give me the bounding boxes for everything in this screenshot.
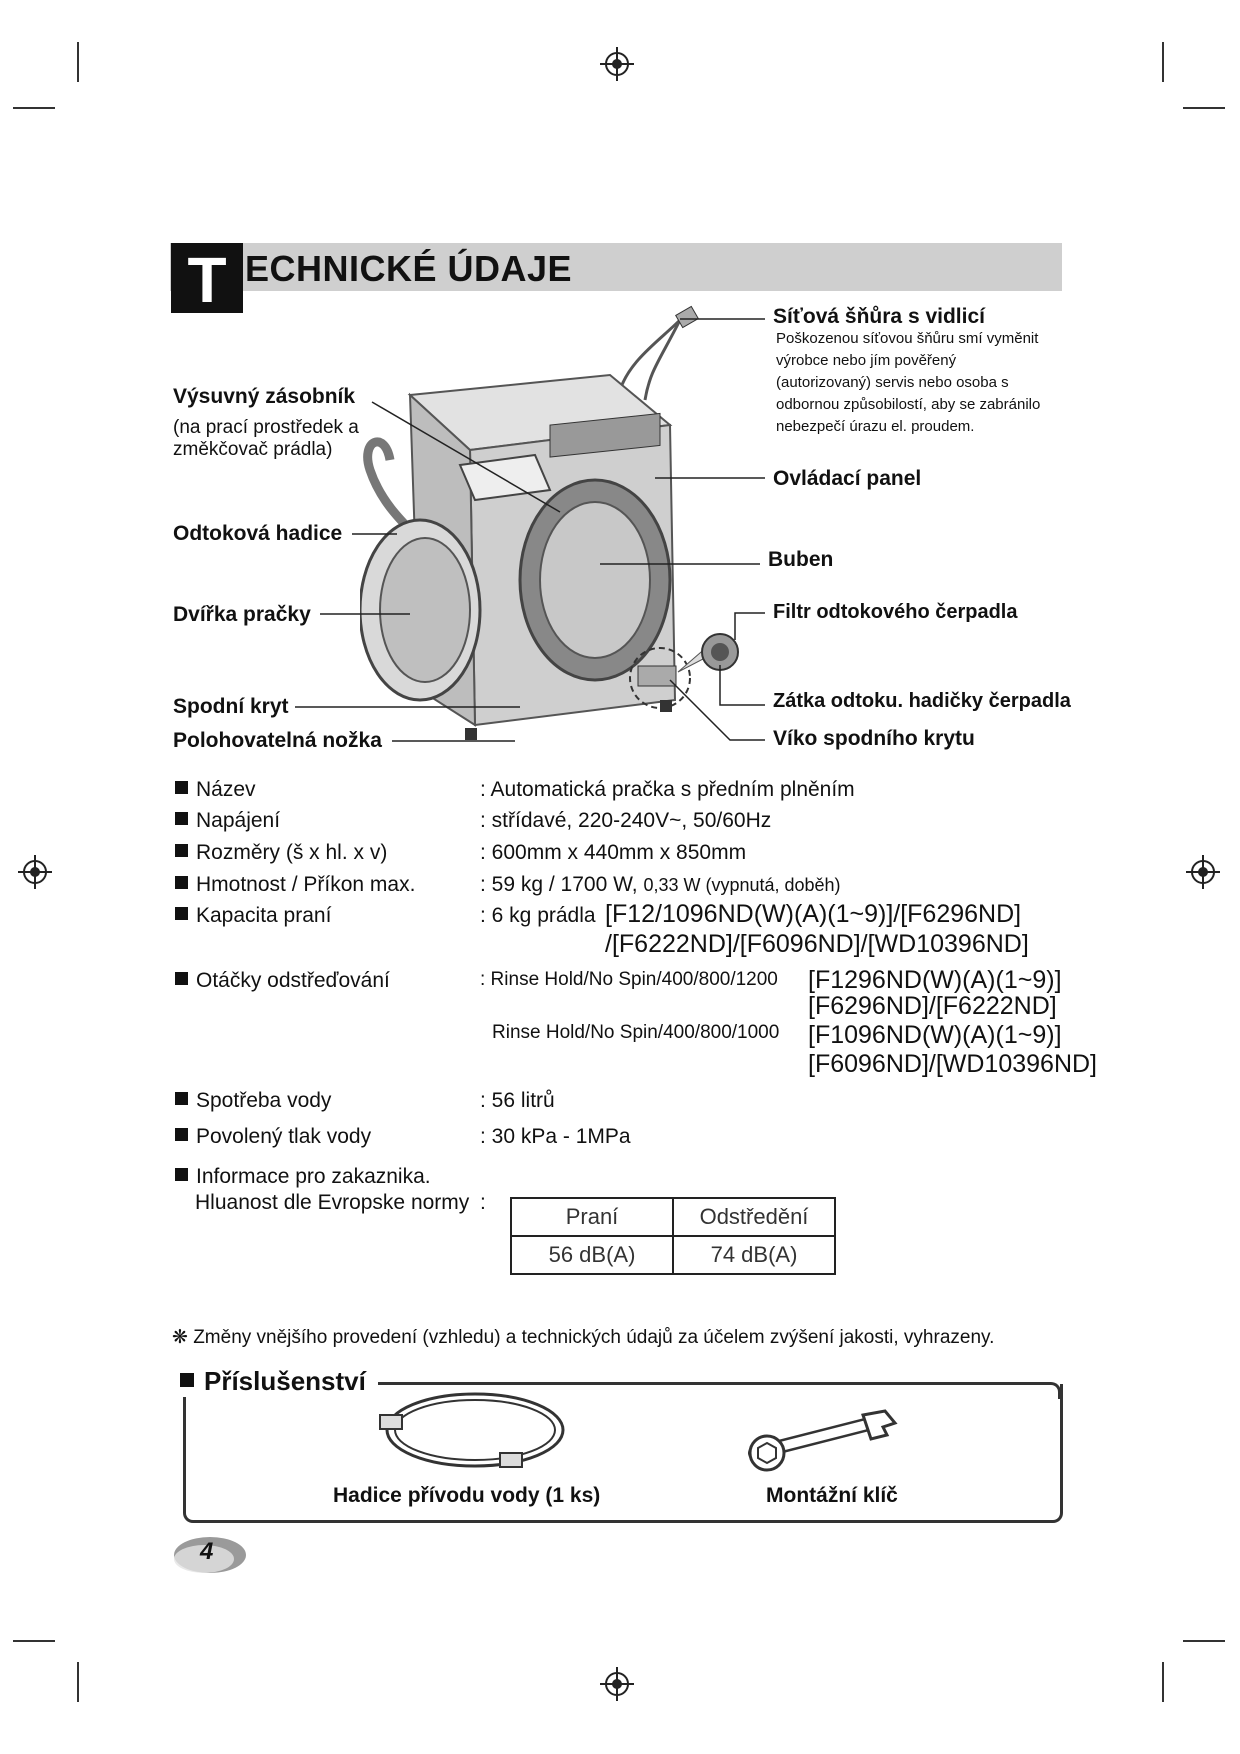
- crop-mark: [1162, 1662, 1164, 1702]
- table-row: [511, 1198, 835, 1236]
- spec-weight-value: : 59 kg / 1700 W, 0,33 W (vypnutá, doběh): [480, 873, 841, 896]
- inlet-hose-label: Hadice přívodu vody (1 ks): [333, 1484, 601, 1507]
- spec-pressure-key: Povolený tlak vody: [175, 1125, 371, 1149]
- table-row: [511, 1236, 835, 1274]
- door-label: Dvířka pračky: [173, 603, 311, 626]
- pump-filter-label: Filtr odtokového čerpadla: [773, 601, 1018, 623]
- wrench-icon: [745, 1405, 905, 1475]
- registration-mark-icon: [18, 855, 52, 889]
- accessories-box: [183, 1384, 1063, 1523]
- drain-plug-label: Zátka odtoku. hadičky čerpadla: [773, 690, 1071, 712]
- control-panel-label: Ovládací panel: [773, 467, 922, 490]
- page-title: ECHNICKÉ ÚDAJE: [245, 248, 573, 289]
- spec-dimensions-key: Rozměry (š x hl. x v): [175, 841, 387, 865]
- bottom-cover-label: Spodní kryt: [173, 695, 289, 718]
- crop-mark: [1183, 1640, 1225, 1642]
- spec-spin-key: Otáčky odstřeďování: [175, 969, 390, 993]
- drain-hose-label: Odtoková hadice: [173, 522, 343, 545]
- page-number: 4: [200, 1538, 214, 1565]
- spec-info-key-2: Hluanost dle Evropske normy: [195, 1191, 470, 1214]
- drawer-sub: (na prací prostředek a: [173, 417, 359, 438]
- spec-spin-value: : Rinse Hold/No Spin/400/800/1200: [480, 969, 778, 990]
- drum-label: Buben: [768, 548, 834, 571]
- header-initial: T: [171, 243, 243, 313]
- spin-models: [F6296ND]/[F6222ND]: [808, 992, 1057, 1020]
- spec-dimensions-value: : 600mm x 440mm x 850mm: [480, 841, 747, 864]
- inlet-hose-icon: [370, 1385, 570, 1477]
- crop-mark: [77, 1662, 79, 1702]
- table-cell: 74 dB(A): [673, 1236, 835, 1274]
- spin-models: [F6096ND]/[WD10396ND]: [808, 1050, 1098, 1078]
- power-cord-label: Síťová šňůra s vidlicí: [773, 305, 985, 328]
- crop-mark: [13, 1640, 55, 1642]
- footnote: ❋ Změny vnějšího provedení (vzhledu) a technických údajů za účelem zvýšení jakosti, vyhrazeny.: [172, 1327, 995, 1348]
- spec-weight-key: Hmotnost / Příkon max.: [175, 873, 415, 897]
- table-header: Praní: [511, 1198, 673, 1236]
- drawer-sub: změkčovač prádla): [173, 439, 333, 460]
- registration-mark-icon: [600, 1667, 634, 1701]
- spec-pressure-value: : 30 kPa - 1MPa: [480, 1125, 631, 1148]
- table-header: Odstředění: [673, 1198, 835, 1236]
- drawer-label: Výsuvný zásobník: [173, 385, 356, 408]
- spec-capacity-key: Kapacita praní: [175, 904, 331, 928]
- table-cell: 56 dB(A): [511, 1236, 673, 1274]
- spec-water-value: : 56 litrů: [480, 1089, 555, 1112]
- spin-models: [F1096ND(W)(A)(1~9)]: [808, 1021, 1062, 1049]
- spec-water-key: Spotřeba vody: [175, 1089, 331, 1113]
- wrench-label: Montážní klíč: [766, 1484, 898, 1507]
- spec-info-colon: :: [480, 1191, 486, 1214]
- bottom-lid-label: Víko spodního krytu: [773, 727, 975, 750]
- capacity-models: [F12/1096ND(W)(A)(1~9)]/[F6296ND]: [605, 900, 1022, 928]
- capacity-models: /[F6222ND]/[F6096ND]/[WD10396ND]: [605, 930, 1029, 958]
- spec-power-value: : střídavé, 220-240V~, 50/60Hz: [480, 809, 772, 832]
- spec-info-key: Informace pro zakaznika.: [175, 1165, 431, 1189]
- spec-power-key: Napájení: [175, 809, 280, 833]
- spec-name-key: Název: [175, 778, 256, 802]
- spec-spin-value: Rinse Hold/No Spin/400/800/1000: [492, 1022, 780, 1043]
- spec-name-value: : Automatická pračka s předním plněním: [480, 778, 855, 801]
- accessories-title: Příslušenství: [180, 1366, 372, 1397]
- registration-mark-icon: [1186, 855, 1220, 889]
- power-cord-note: Poškozenou síťovou šňůru smí vyměnit výrobce nebo jím pověřený (autorizovaný) servis nebo osoba s odbornou způsobilostí, aby se zabránilo nebezpečí úrazu el. proudem.: [776, 330, 1041, 435]
- spec-capacity-value: : 6 kg prádla: [480, 904, 596, 927]
- leveling-foot-label: Polohovatelná nožka: [173, 729, 382, 752]
- noise-table: [510, 1197, 836, 1275]
- spin-models: [F1296ND(W)(A)(1~9)]: [808, 966, 1062, 994]
